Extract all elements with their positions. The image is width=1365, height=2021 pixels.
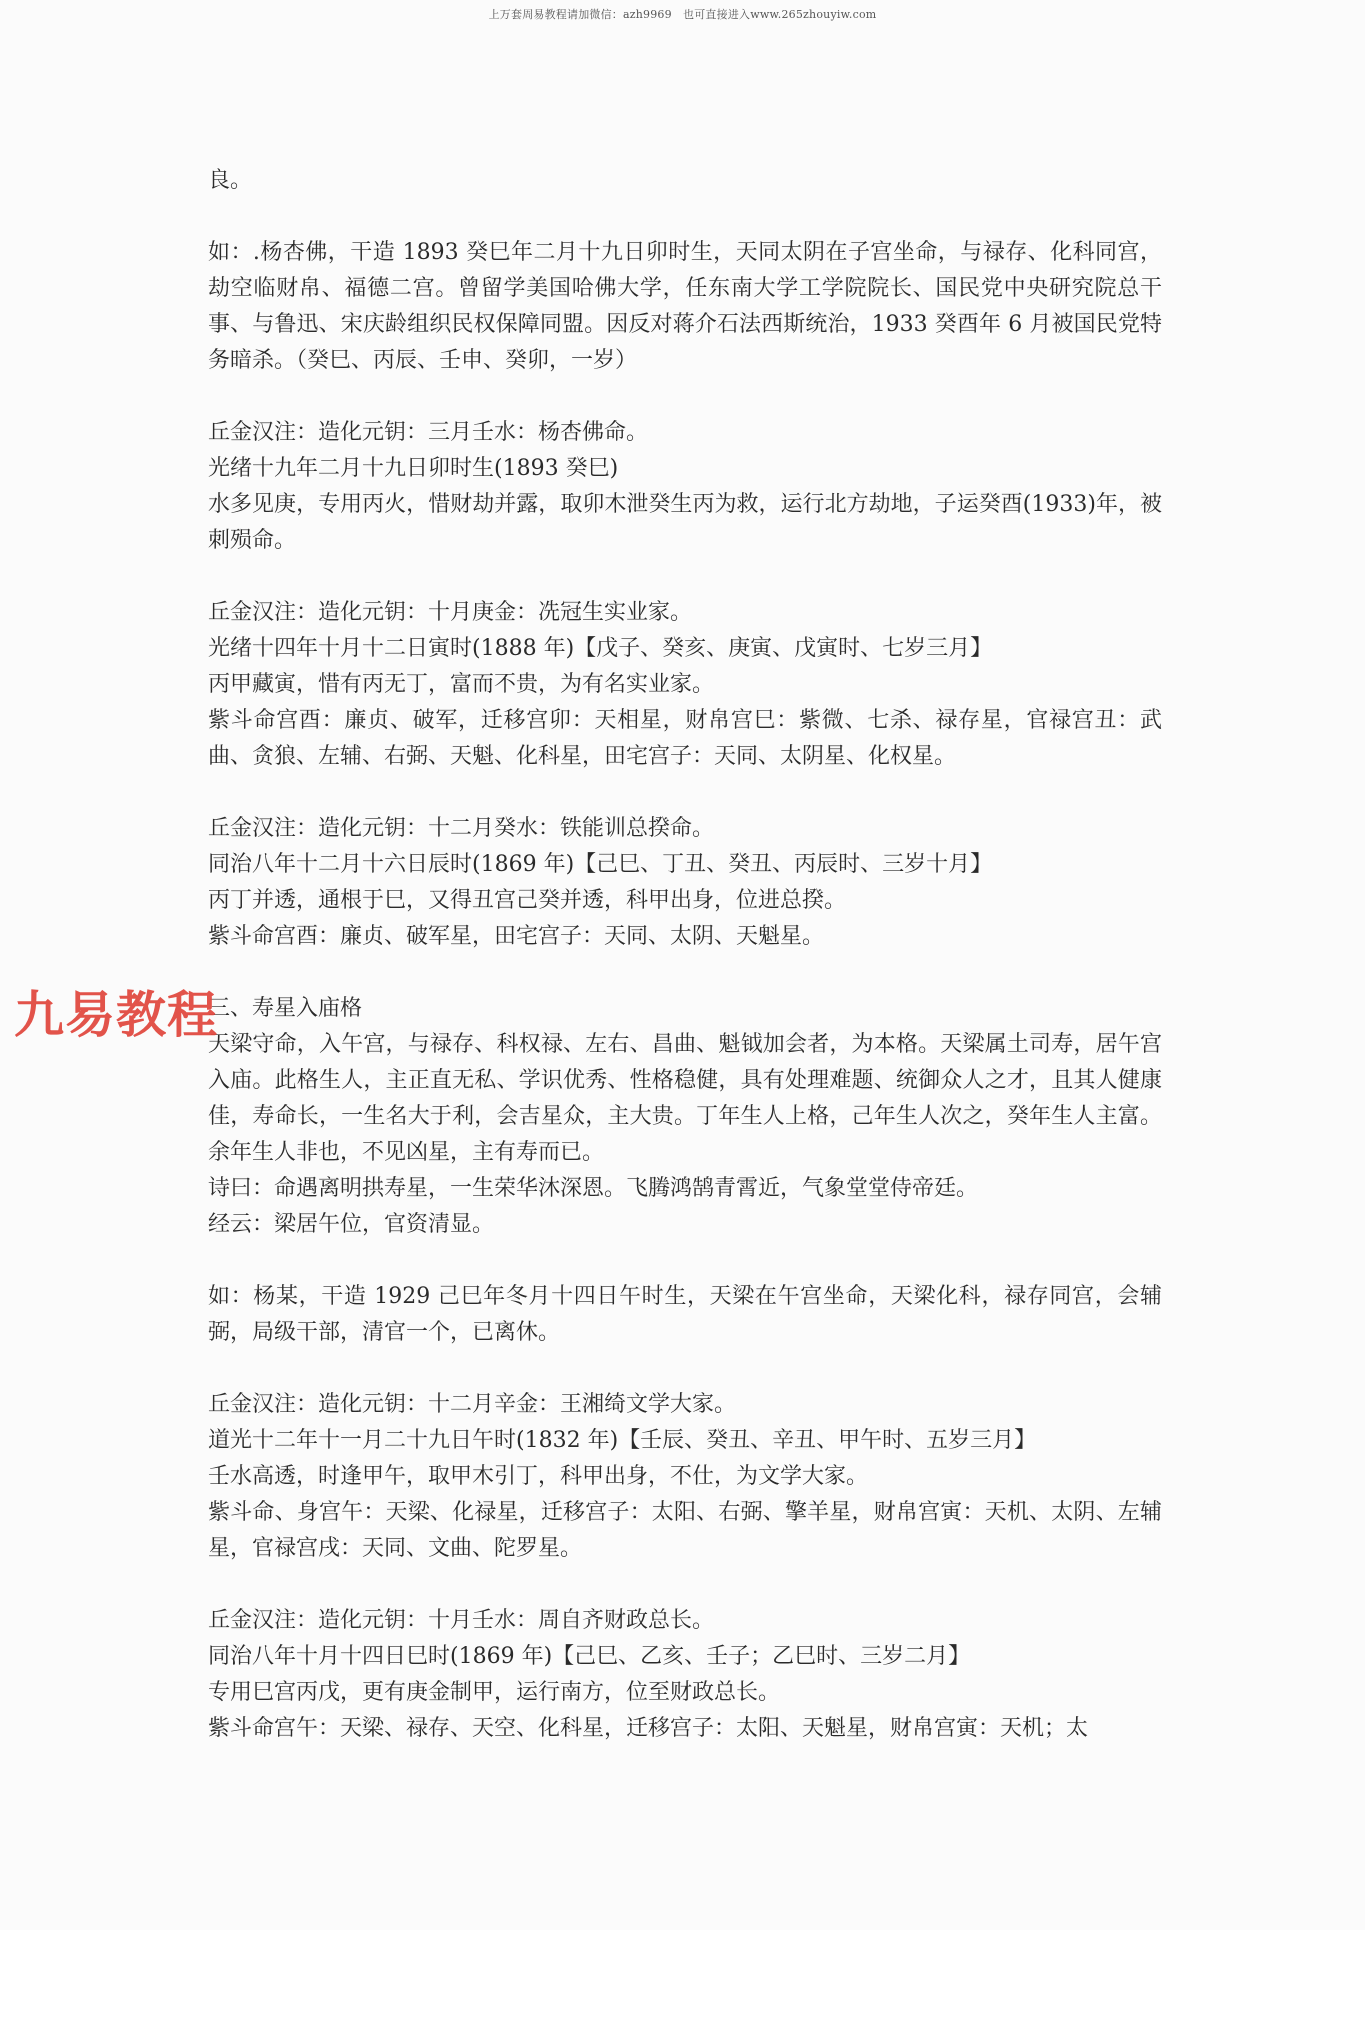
text-line: 丘金汉注：造化元钥：十月壬水：周自齐财政总长。 <box>208 1608 715 1633</box>
text-line: 紫斗命、身宫午：天梁、化禄星，迁移宫子：太阳、右弼、擎羊星，财帛宫寅：天机、太阴、左辅星，官禄宫戌：天同、文曲、陀罗星。 <box>208 1500 1162 1561</box>
text-line: 壬水高透，时逢甲午，取甲木引丁，科甲出身，不仕，为文学大家。 <box>208 1464 869 1489</box>
text-line: 如：杨某，干造 1929 己巳年冬月十四日午时生，天梁在午宫坐命，天梁化科，禄存同宫，会辅弼，局级干部，清官一个，已离休。 <box>208 1284 1162 1345</box>
paragraph <box>208 811 1162 955</box>
document-body <box>208 163 1162 1783</box>
text-line: 如：.杨杏佛，干造 1893 癸巳年二月十九日卯时生，天同太阴在子宫坐命，与禄存、化科同宫，劫空临财帛、福德二宫。曾留学美国哈佛大学，任东南大学工学院院长、国民党中央研究院总干事、与鲁迅、宋庆龄组织民权保障同盟。因反对蒋介石法西斯统治，1933 癸酉年 6 月被国民党特务暗杀。（癸巳、丙辰、壬申、癸卯，一岁） <box>208 240 1162 373</box>
text-line: 丘金汉注：造化元钥：十二月辛金：王湘绮文学大家。 <box>208 1392 737 1417</box>
text-line: 紫斗命宫午：天梁、禄存、天空、化科星，迁移宫子：太阳、天魁星，财帛宫寅：天机；太 <box>208 1716 1089 1741</box>
paragraph <box>208 235 1162 379</box>
text-line: 良。 <box>208 168 253 193</box>
text-line: 丘金汉注：造化元钥：十月庚金：冼冠生实业家。 <box>208 600 693 625</box>
text-line: 水多见庚，专用丙火，惜财劫并露，取卯木泄癸生丙为救，运行北方劫地，子运癸酉(1933)年，被刺殒命。 <box>208 492 1162 553</box>
paragraph <box>208 1279 1162 1351</box>
text-line: 同治八年十月十四日巳时(1869 年)【己巳、乙亥、壬子；乙巳时、三岁二月】 <box>208 1644 971 1669</box>
text-line: 同治八年十二月十六日辰时(1869 年)【己巳、丁丑、癸丑、丙辰时、三岁十月】 <box>208 852 993 877</box>
source-banner: 上万套周易教程请加微信：azh9969 也可直接进入www.265zhouyiw.com <box>488 8 877 21</box>
paragraph <box>208 595 1162 775</box>
paragraph <box>208 415 1162 559</box>
watermark-logo: 九易教程 <box>14 986 218 1044</box>
text-line: 专用巳宫丙戊，更有庚金制甲，运行南方，位至财政总长。 <box>208 1680 781 1705</box>
text-line: 道光十二年十一月二十九日午时(1832 年)【壬辰、癸丑、辛丑、甲午时、五岁三月】 <box>208 1428 1037 1453</box>
text-line: 光绪十四年十月十二日寅时(1888 年)【戊子、癸亥、庚寅、戊寅时、七岁三月】 <box>208 636 993 661</box>
text-line: 丙丁并透，通根于巳，又得丑宫己癸并透，科甲出身，位进总揆。 <box>208 888 847 913</box>
text-line: 诗曰：命遇离明拱寿星，一生荣华沐深恩。飞腾鸿鹄青霄近，气象堂堂侍帝廷。 <box>208 1176 979 1201</box>
text-line: 天梁守命，入午宫，与禄存、科权禄、左右、昌曲、魁钺加会者，为本格。天梁属土司寿，居午宫入庙。此格生人，主正直无私、学识优秀、性格稳健，具有处理难题、统御众人之才，且其人健康佳，寿命长，一生名大于利，会吉星众，主大贵。丁年生人上格，己年生人次之，癸年生人主富。余年生人非也，不见凶星，主有寿而已。 <box>208 1032 1162 1165</box>
text-line: 经云：梁居午位，官资清显。 <box>208 1212 495 1237</box>
text-line: 丘金汉注：造化元钥：十二月癸水：铁能训总揆命。 <box>208 816 715 841</box>
text-line: 紫斗命宫酉：廉贞、破军，迁移宫卯：天相星，财帛宫巳：紫微、七杀、禄存星，官禄宫丑：武曲、贪狼、左辅、右弼、天魁、化科星，田宅宫子：天同、太阴星、化权星。 <box>208 708 1162 769</box>
text-line: 紫斗命宫酉：廉贞、破军星，田宅宫子：天同、太阴、天魁星。 <box>208 924 825 949</box>
text-line: 丙甲藏寅，惜有丙无丁，富而不贵，为有名实业家。 <box>208 672 715 697</box>
paragraph <box>208 1603 1162 1747</box>
paragraph <box>208 991 1162 1243</box>
paragraph <box>208 163 1162 199</box>
text-line: 丘金汉注：造化元钥：三月壬水：杨杏佛命。 <box>208 420 649 445</box>
text-line: 光绪十九年二月十九日卯时生(1893 癸巳) <box>208 456 619 481</box>
paragraph <box>208 1387 1162 1567</box>
section-heading: 三、寿星入庙格 <box>208 996 363 1021</box>
